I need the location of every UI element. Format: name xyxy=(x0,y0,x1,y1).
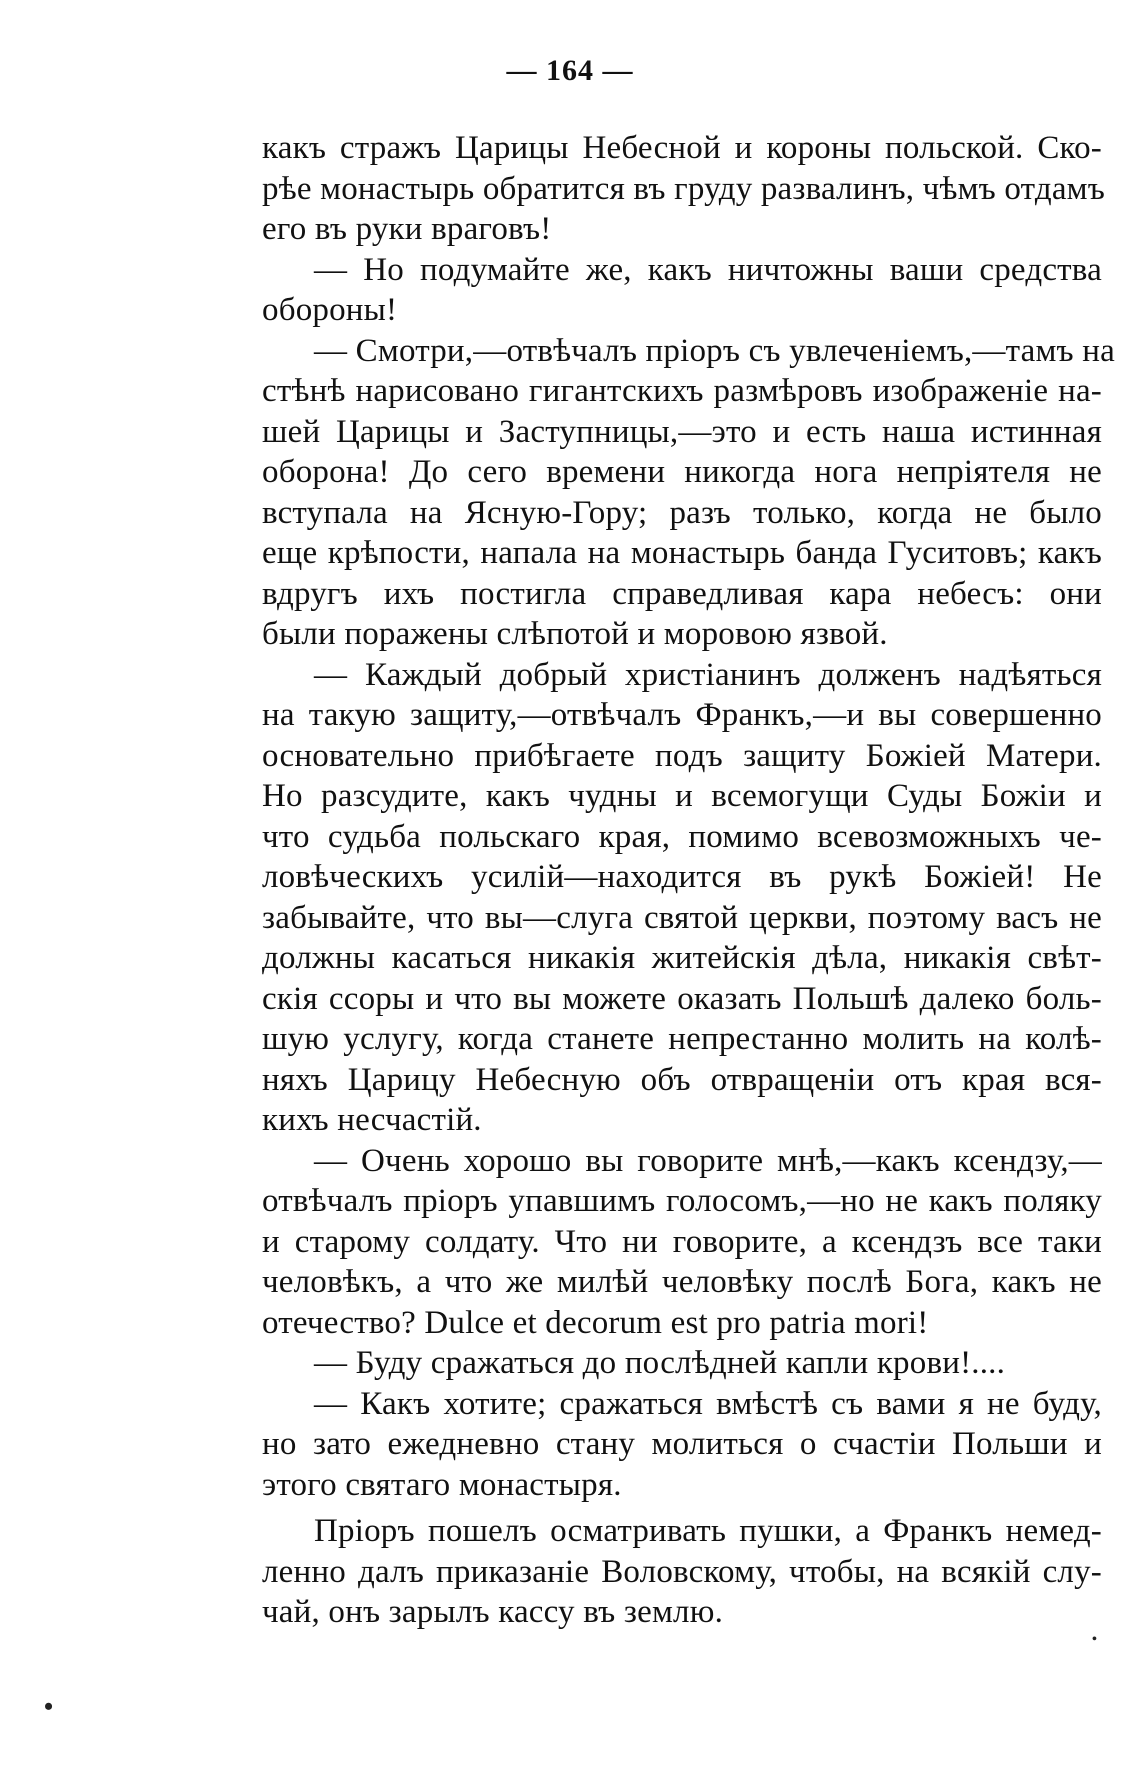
text-line: Пріоръ пошелъ осматривать пушки, а Франкъ немед- xyxy=(314,1513,1102,1549)
text-line: ловѣческихъ усилій—находится въ рукѣ Божіей! Не xyxy=(262,859,1102,895)
text-line: вдругъ ихъ постигла справедливая кара небесъ: они xyxy=(262,575,1102,612)
text-line: кихъ несчастій. xyxy=(262,1102,482,1138)
text-line: были поражены слѣпотой и моровою язвой. xyxy=(262,616,888,652)
text-line: — Каждый добрый христіанинъ долженъ надѣяться xyxy=(314,656,1102,693)
scan-speck-mark: • xyxy=(44,1692,54,1721)
text-line: какъ стражъ Царицы Небесной и короны польской. Ско- xyxy=(262,130,1102,166)
page-number: — 164 — xyxy=(506,54,634,87)
text-line: на такую защиту,—отвѣчалъ Франкъ,—и вы совершенно xyxy=(262,697,1102,733)
text-line: его въ руки враговъ! xyxy=(262,211,552,247)
text-line: ленно далъ приказаніе Воловскому, чтобы, на всякій слу- xyxy=(262,1553,1102,1590)
text-line: должны касаться никакія житейскія дѣла, никакія свѣт- xyxy=(262,940,1102,976)
text-line: отечество? Dulce et decorum est pro patria mori! xyxy=(262,1304,929,1341)
text-line: еще крѣпости, напала на монастырь банда Гуситовъ; какъ xyxy=(262,535,1102,571)
text-line: — Смотри,—отвѣчалъ пріоръ съ увлеченіемъ,—тамъ на xyxy=(314,332,1115,369)
text-line: оборона! До сего времени никогда нога непріятеля не xyxy=(262,454,1102,490)
text-line: стѣнѣ нарисовано гигантскихъ размѣровъ изображеніе на- xyxy=(262,373,1102,409)
text-line: — Какъ хотите; сражаться вмѣстѣ съ вами я не буду, xyxy=(314,1385,1102,1422)
text-line: — Буду сражаться до послѣдней капли крови!.... xyxy=(314,1345,1006,1381)
text-line: человѣкъ, а что же милѣй человѣку послѣ Бога, какъ не xyxy=(262,1264,1102,1300)
text-line: и старому солдату. Что ни говорите, а ксендзъ все таки xyxy=(262,1223,1102,1260)
text-line: отвѣчалъ пріоръ упавшимъ голосомъ,—но не какъ поляку xyxy=(262,1183,1102,1219)
text-line: — Очень хорошо вы говорите мнѣ,—какъ ксендзу,— xyxy=(314,1142,1102,1179)
text-line: обороны! xyxy=(262,292,398,328)
text-line: скія ссоры и что вы можете оказать Польшѣ далеко боль- xyxy=(262,980,1102,1017)
text-line: Но разсудите, какъ чудны и всемогущи Суды Божіи и xyxy=(262,778,1102,814)
text-line: вступала на Ясную-Гору; разъ только, когда не было xyxy=(262,494,1102,531)
page-text xyxy=(262,128,1115,1633)
text-line: рѣе монастырь обратится въ груду развалинъ, чѣмъ отдамъ xyxy=(262,170,1106,207)
text-line: няхъ Царицу Небесную объ отвращеніи отъ края вся- xyxy=(262,1061,1102,1098)
scan-speck-mark: • xyxy=(1092,1632,1097,1647)
text-line: — Но подумайте же, какъ ничтожны ваши средства xyxy=(314,251,1102,288)
text-line: чай, онъ зарылъ кассу въ землю. xyxy=(262,1594,724,1630)
text-line: основательно прибѣгаете подъ защиту Божіей Матери. xyxy=(262,737,1102,774)
text-line: шей Царицы и Заступницы,—это и есть наша истинная xyxy=(262,413,1102,450)
text-line: шую услугу, когда станете непрестанно молить на колѣ- xyxy=(262,1021,1102,1057)
text-line: этого святаго монастыря. xyxy=(262,1466,622,1503)
text-line: но зато ежедневно стану молиться о счастіи Польши и xyxy=(262,1426,1102,1462)
text-line: забывайте, что вы—слуга святой церкви, поэтому васъ не xyxy=(262,899,1102,936)
text-line: что судьба польскаго края, помимо всевозможныхъ че- xyxy=(262,818,1102,855)
